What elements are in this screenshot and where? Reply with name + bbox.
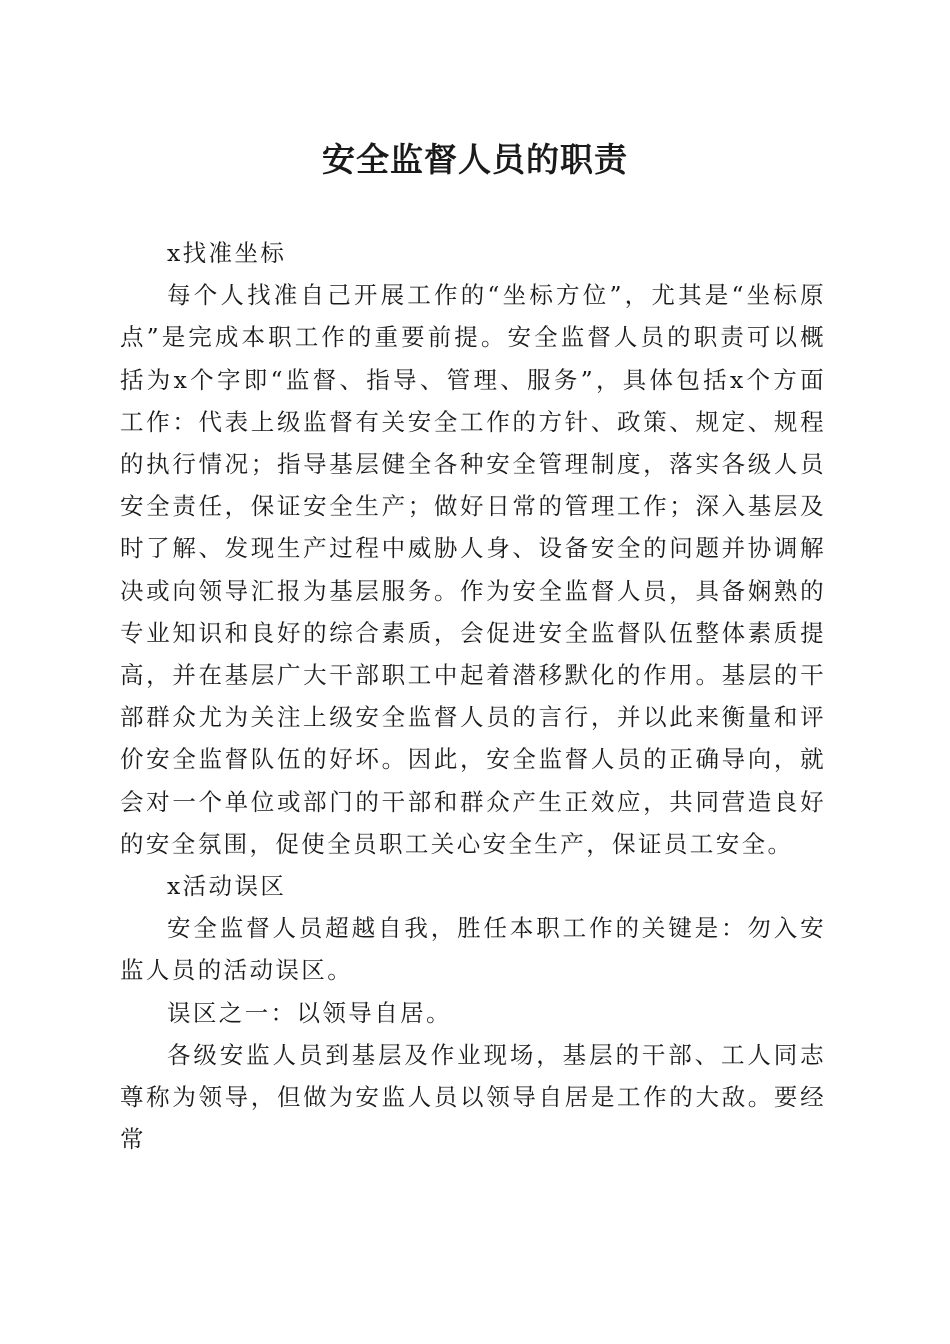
paragraph-pitfall-one: 各级安监人员到基层及作业现场，基层的干部、工人同志尊称为领导，但做为安监人员以领导自居是工作的大敌。要经常 [120, 1040, 826, 1154]
pitfall-one-heading: 误区之一：以领导自居。 [167, 998, 452, 1027]
paragraph-key-to-success: 安全监督人员超越自我，胜任本职工作的关键是：勿入安监人员的活动误区。 [120, 914, 826, 985]
section-heading-find-coordinates: x找准坐标 [167, 239, 287, 267]
document-title: 安全监督人员的职责 [322, 140, 628, 179]
section-heading-activity-pitfalls: x活动误区 [167, 872, 287, 901]
document-body [120, 232, 826, 1160]
paragraph-duties: 每个人找准自己开展工作的“坐标方位”，尤其是“坐标原点”是完成本职工作的重要前提。安全监督人员的职责可以概括为x个字即“监督、指导、管理、服务”，具体包括x个方面工作：代表上级监督有关安全工作的方针、政策、规定、规程的执行情况；指导基层健全各种安全管理制度，落实各级人员安全责任，保证安全生产；做好日常的管理工作；深入基层及时了解、发现生产过程中威胁人身、设备安全的问题并协调解决或向领导汇报为基层服务。作为安全监督人员，具备娴熟的专业知识和良好的综合素质，会促进安全监督队伍整体素质提高，并在基层广大干部职工中起着潜移默化的作用。基层的干部群众尤为关注上级安全监督人员的言行，并以此来衡量和评价安全监督队伍的好坏。因此，安全监督人员的正确导向，就会对一个单位或部门的干部和群众产生正效应，共同营造良好的安全氛围，促使全员职工关心安全生产，保证员工安全。 [120, 281, 826, 858]
